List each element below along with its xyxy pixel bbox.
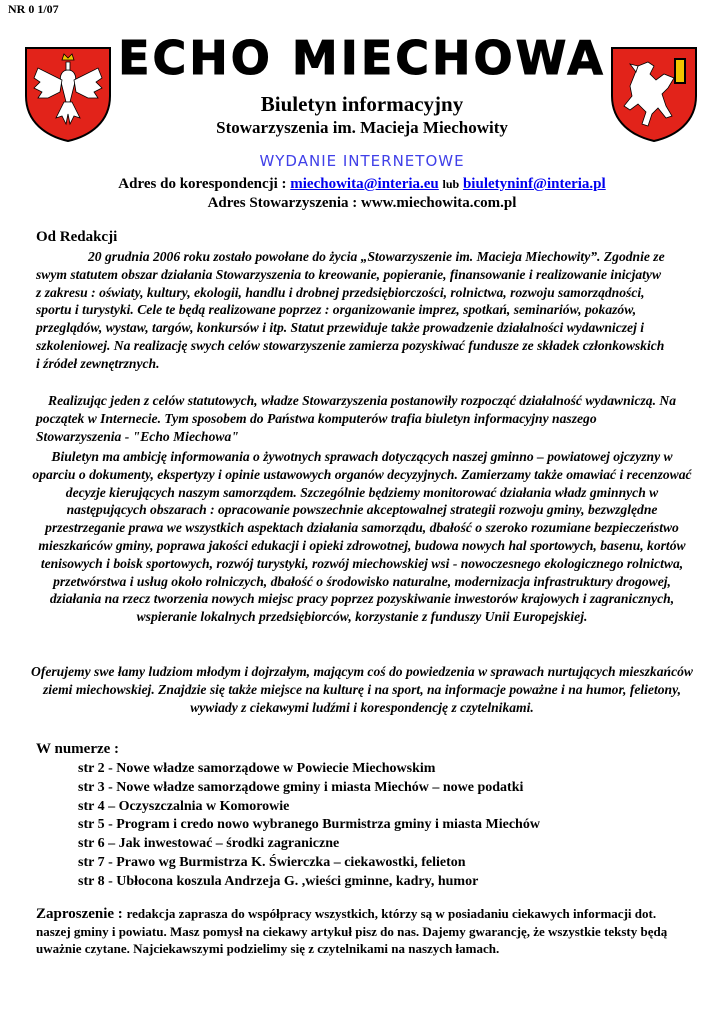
society-address: Adres Stowarzyszenia : www.miechowita.com.pl	[207, 195, 517, 211]
editorial-paragraph-4: Oferujemy swe łamy ludziom młodym i dojrzałym, mającym coś do powiedzenia w sprawach nurtujących mieszkańców ziemi miechowskiej. Znajdzie się także miejsce na kulturę i na sport, na informacje poważne i na humor, felietony, wywiady z ciekawymi ludźmi i korespondencję z czytelnikami.	[31, 664, 693, 715]
contents-item: str 8 - Ubłocona koszula Andrzeja G. ,wieści gminne, kadry, humor	[78, 873, 479, 889]
editorial-paragraph-1: 20 grudnia 2006 roku zostało powołane do życia „Stowarzyszenie im. Macieja Miechowity”. Zgodnie ze swym statutem obszar działania Stowarzyszenia to kreowanie, popieranie, finansowanie i realizowanie inicjatyw z zakresu : oświaty, kultury, ekologii, handlu i drobnej przedsiębiorczości, rolnictwa, rozwoju samorządności, sportu i turystyki. Cele te będą realizowane poprzez : organizowanie imprez, spotkań, seminariów, pokazów, przeglądów, wystaw, targów, konkursów i itp. Statut przewiduje także prowadzenie działalności wydawniczej i szkoleniowej. Na realizację swych celów stowarzyszenie zamierza pozyskiwać fundusze ze składek członkowskich i źródeł zewnętrznych.	[36, 249, 665, 371]
issue-number: NR 0 1/07	[8, 2, 59, 16]
contact-label: Adres do korespondencji :	[118, 176, 291, 192]
contents-item: str 7 - Prawo wg Burmistrza K. Świerczka – ciekawostki, felieton	[78, 854, 466, 870]
society-name: Stowarzyszenia im. Macieja Miechowity	[216, 118, 508, 137]
editorial-heading: Od Redakcji	[36, 229, 118, 245]
edition-label: WYDANIE INTERNETOWE	[259, 152, 465, 170]
contents-item: str 5 - Program i credo nowo wybranego Burmistrza gminy i miasta Miechów	[78, 817, 540, 833]
editorial-paragraph-2: Realizując jeden z celów statutowych, władze Stowarzyszenia postanowiły rozpocząć działalność wydawniczą. Na początek w Internecie. Tym sposobem do Państwa komputerów trafia biuletyn informacyjny naszego Stowarzyszenia - "Echo Miechowa"	[36, 393, 676, 444]
invitation-label: Zaproszenie :	[36, 906, 127, 922]
correspondence-line	[0, 176, 724, 193]
editorial-paragraph-3: Biuletyn ma ambicję informowania o żywotnych sprawach dotyczących naszej gminno – powiatowej ojczyzny w oparciu o dokumenty, ekspertyzy i opinie ustawowych organów decyzyjnych. Zamierzamy także omawiać i recenzować decyzje kierujących naszym samorządem. Szczególnie będziemy monitorować działania władz gminnych w następujących obszarach : opracowanie powszechnie akceptowalnej strategii rozwoju gminy, bezwzględne przestrzeganie prawa we wszystkich aspektach działania samorządu, dbałość o szeroko rozumiane bezpieczeństwo mieszkańców gminy, poprawa jakości edukacji i opieki zdrowotnej, budowa nowych hal sportowych, basenu, kortów tenisowych i boisk sportowych, rozwój turystyki, rozwój miechowskiej wsi - nowoczesnego ekologicznego rolnictwa, przetwórstwa i usług około rolniczych, dbałość o środowisko naturalne, modernizacja infrastruktury drogowej, działania na rzecz tworzenia nowych miejsc pracy poprzez pozyskiwanie inwestorów krajowych i zagranicznych, wspieranie lokalnych przedsiębiorców, korzystanie z funduszy Unii Europejskiej.	[32, 449, 692, 625]
email-link-1[interactable]: miechowita@interia.eu	[290, 176, 439, 192]
contents-item: str 3 - Nowe władze samorządowe gminy i miasta Miechów – nowe podatki	[78, 779, 524, 795]
newsletter-title: ECHO MIECHOWA	[118, 31, 606, 85]
contents-list	[78, 760, 540, 892]
contents-heading: W numerze :	[36, 741, 120, 757]
invitation	[36, 905, 688, 957]
contents-item: str 6 – Jak inwestować – środki zagraniczne	[78, 836, 340, 852]
contact-or: lub	[442, 177, 460, 191]
newsletter-subtitle: Biuletyn informacyjny	[260, 92, 464, 116]
email-link-2[interactable]: biuletyninf@interia.pl	[462, 176, 606, 192]
contents-item: str 2 - Nowe władze samorządowe w Powiecie Miechowskim	[78, 761, 436, 776]
contents-item: str 4 – Oczyszczalnia w Komorowie	[78, 798, 290, 814]
invitation-text: redakcja zaprasza do współpracy wszystkich, którzy są w posiadaniu ciekawych informacji dot. naszej gminy i powiatu. Masz pomysł na ciekawy artykuł pisz do nas. Dajemy gwarancję, że wszystkie teksty będą uważnie czytane. Najciekawszymi podzielimy się z czytelnikami na naszych łamach.	[36, 906, 668, 956]
